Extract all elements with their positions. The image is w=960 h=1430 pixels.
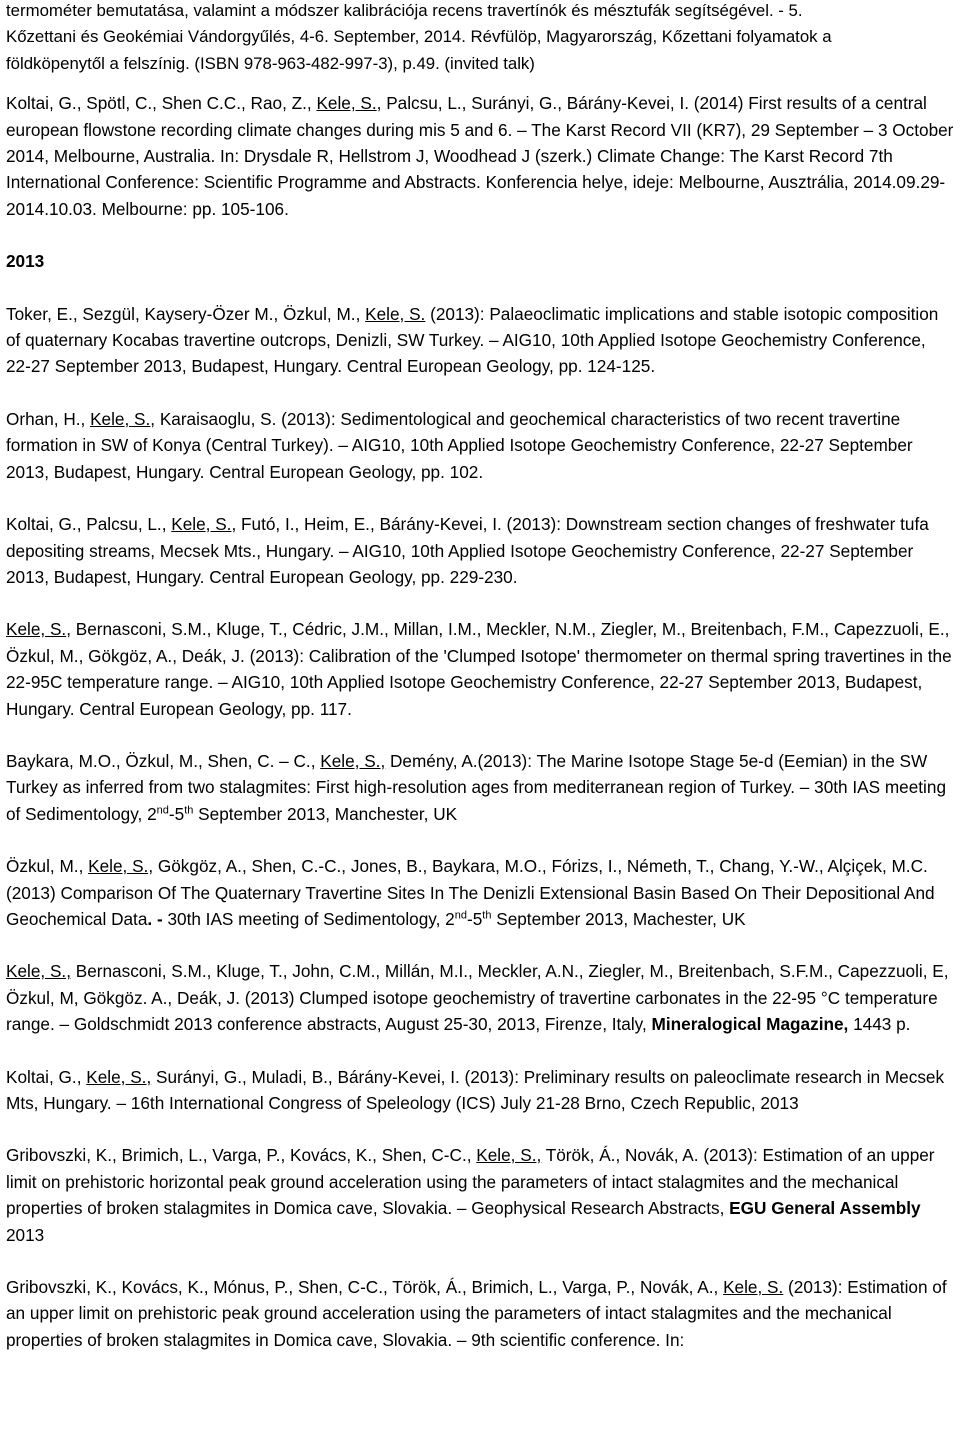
superscript: th	[482, 909, 492, 922]
author-kele-underlined: Kele, S.	[171, 514, 232, 535]
reference-text: Gökgöz, A., Shen, C.-C., Jones, B., Baykara, M.O., Fórizs, I., Németh, T., Chang, Y.-W., Alçiçek, M.C. (2013) Comparison Of The Quaternary Travertine Sites In The Denizli Extensional Basin Based On Their Depositional And Geochemical Data	[6, 856, 935, 929]
conference-name-bold: EGU General Assembly	[729, 1198, 921, 1219]
superscript: th	[184, 804, 194, 817]
reference-entry	[6, 1142, 954, 1248]
bold-separator: . -	[147, 908, 163, 929]
reference-text: , Karaisaoglu, S. (2013): Sedimentological and geochemical characteristics of two recent travertine formation in SW of Konya (Central Turkey). – AIG10, 10th Applied Isotope Geochemistry Conference, 22-27 September 2013, Budapest, Hungary. Central European Geology, pp. 102.	[6, 408, 913, 482]
reference-text: Demény, A.(2013): The Marine Isotope Stage 5e-d (Eemian) in the SW Turkey as inferred from two stalagmites: First high-resolution ages from mediterranean region of Turkey. – 30th IAS meeting of Sedimentology, 2	[6, 750, 946, 824]
authors-text: Toker, E., Sezgül, Kaysery-Özer M., Özkul, M.,	[6, 303, 366, 324]
reference-text: 1443 p.	[848, 1014, 911, 1035]
author-kele-underlined: Kele, S.	[365, 303, 426, 324]
author-kele-underlined: Kele, S.,	[88, 856, 154, 877]
author-kele-underlined: Kele, S.,	[6, 961, 71, 982]
authors-text: Özkul, M.,	[6, 856, 89, 877]
authors-text: Orhan, H.,	[6, 408, 91, 429]
reference-line: termométer bemutatása, valamint a módszer kalibrációja recens travertínók és mésztufák segítségével. - 5.	[6, 1, 803, 20]
authors-text: Gribovszki, K., Kovács, K., Mónus, P., Shen, C-C., Török, Á., Brimich, L., Varga, P., Novák, A.,	[6, 1277, 724, 1298]
journal-name-bold: Mineralogical Magazine,	[651, 1014, 849, 1035]
reference-text: , Futó, I., Heim, E., Bárány-Kevei, I. (2013): Downstream section changes of freshwater tufa depositing streams, Mecsek Mts., Hungary. – AIG10, 10th Applied Isotope Geochemistry Conference, 22-27 September 2013, Budapest, Hungary. Central European Geology, pp. 229-230.	[6, 514, 929, 587]
reference-entry	[6, 1274, 954, 1353]
author-kele-underlined: Kele, S.	[316, 93, 377, 114]
reference-entry	[6, 90, 954, 222]
reference-entry	[6, 1064, 954, 1117]
reference-entry	[6, 748, 954, 827]
authors-text: Gribovszki, K., Brimich, L., Varga, P., Kovács, K., Shen, C-C.,	[6, 1145, 477, 1166]
author-kele-underlined: Kele, S.,	[320, 750, 386, 771]
reference-text: Török, Á., Novák, A. (2013): Estimation of an upper limit on prehistoric horizontal peak ground acceleration using the parameters of intact stalagmites and the mechanical properties of broken stalagmites in Domica cave, Slovakia. – Geophysical Research Abstracts,	[6, 1145, 935, 1219]
reference-text: Surányi, G., Muladi, B., Bárány-Kevei, I. (2013): Preliminary results on paleoclimate research in Mecsek Mts, Hungary. – 16th International Congress of Speleology (ICS) July 21-28 Brno, Czech Republic, 2013	[6, 1066, 945, 1113]
reference-entry	[6, 958, 954, 1037]
reference-entry	[6, 406, 954, 485]
reference-text: September 2013, Manchester, UK	[193, 803, 458, 824]
reference-entry	[6, 301, 954, 380]
reference-text: September 2013, Machester, UK	[491, 908, 746, 929]
reference-line: Kőzettani és Geokémiai Vándorgyűlés, 4-6. September, 2014. Révfülöp, Magyarország, Kőzettani folyamatok a	[6, 27, 832, 47]
author-kele-underlined: Kele, S.	[723, 1277, 784, 1298]
reference-text: -5	[466, 908, 483, 929]
author-kele-underlined: Kele, S.,	[476, 1145, 542, 1166]
year-heading: 2013	[6, 251, 45, 272]
reference-entry	[6, 616, 954, 722]
reference-entry	[6, 853, 954, 932]
superscript: nd	[454, 909, 467, 922]
authors-text: Koltai, G.,	[6, 1066, 87, 1087]
author-kele-underlined: Kele, S.	[6, 619, 67, 640]
reference-entry-continued	[6, 0, 954, 77]
reference-text: (2013): Estimation of an upper limit on prehistoric peak ground acceleration using the parameters of intact stalagmites and the mechanical properties of broken stalagmites in Domica cave, Slovakia. – 9th scientific conference. In:	[6, 1277, 947, 1350]
reference-text: -5	[168, 803, 185, 824]
reference-text: , Palcsu, L., Surányi, G., Bárány-Kevei, I. (2014) First results of a central european flowstone recording climate changes during mis 5 and 6. – The Karst Record VII (KR7), 29 September – 3 October 2014, Melbourne, Australia. In: Drysdale R, Hellstrom J, Woodhead J (szerk.) Climate Change: The Karst Record 7th International Conference: Scientific Programme and Abstracts. Konferencia helye, ideje: Melbourne, Ausztrália, 2014.09.29-2014.10.03. Melbourne: pp. 105-106.	[6, 93, 954, 219]
reference-text: , Bernasconi, S.M., Kluge, T., Cédric, J.M., Millan, I.M., Meckler, N.M., Ziegler, M., Breitenbach, F.M., Capezzuoli, E., Özkul, M., Gökgöz, A., Deák, J. (2013): Calibration of the 'Clumped Isotope' thermometer on thermal spring travertines in the 22-95C temperature range. – AIG10, 10th Applied Isotope Geochemistry Conference, 22-27 September 2013, Budapest, Hungary. Central European Geology, pp. 117.	[6, 619, 952, 719]
author-kele-underlined: Kele, S.	[90, 408, 151, 429]
reference-entry	[6, 511, 954, 590]
author-kele-underlined: Kele, S.,	[86, 1066, 152, 1087]
authors-text: Koltai, G., Palcsu, L.,	[6, 514, 172, 535]
authors-text: Baykara, M.O., Özkul, M., Shen, C. – C.,	[6, 750, 321, 771]
reference-line: földköpenytől a felszínig. (ISBN 978-963-482-997-3), p.49. (invited talk)	[6, 53, 535, 73]
reference-text: (2013): Palaeoclimatic implications and stable isotopic composition of quaternary Kocabas travertine outcrops, Denizli, SW Turkey. – AIG10, 10th Applied Isotope Geochemistry Conference, 22-27 September 2013, Budapest, Hungary. Central European Geology, pp. 124-125.	[6, 303, 939, 377]
reference-text: Bernasconi, S.M., Kluge, T., John, C.M., Millán, M.I., Meckler, A.N., Ziegler, M., Breitenbach, S.F.M., Capezzuoli, E, Özkul, M, Gökgöz. A., Deák, J. (2013) Clumped isotope geochemistry of travertine carbonates in the 22-95 °C temperature range. – Goldschmidt 2013 conference abstracts, August 25-30, 2013, Firenze, Italy,	[6, 961, 949, 1035]
superscript: nd	[156, 804, 169, 817]
reference-text: 2013	[6, 1224, 45, 1245]
authors-text: Koltai, G., Spötl, C., Shen C.C., Rao, Z.,	[6, 93, 317, 114]
reference-text: 30th IAS meeting of Sedimentology, 2	[162, 908, 455, 929]
